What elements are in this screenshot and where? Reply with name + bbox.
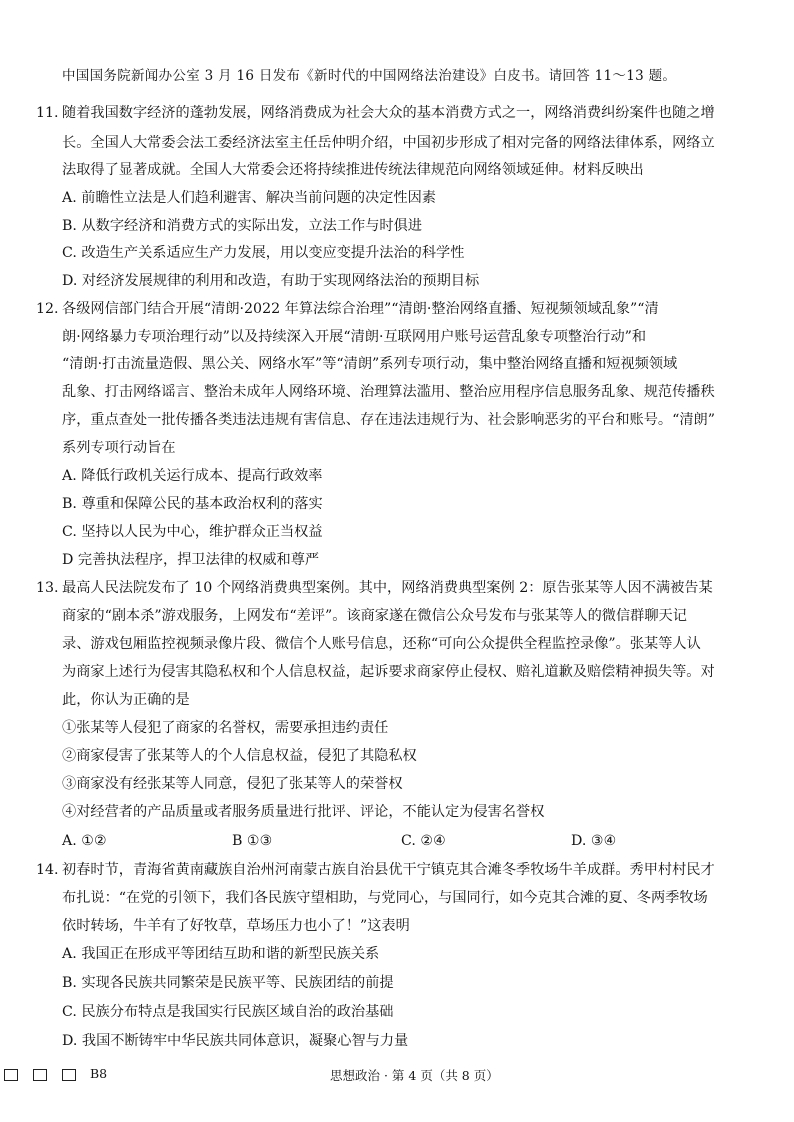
question-11-option-a: A. 前瞻性立法是人们趋利避害、解决当前问题的决定性因素 [62,190,436,206]
question-13-item-4: ④对经营者的产品质量或者服务质量进行批评、评论，不能认定为侵害名誉权 [62,804,545,820]
question-13-line-5: 此，你认为正确的是 [62,692,190,708]
question-13-choice-b: B ①③ [232,833,273,849]
footer-box-1 [4,1069,18,1081]
question-12-line-1: 12. 各级网信部门结合开展“清朗·2022 年算法综合治理”“清朗·整治网络直播、短视频领域乱象”“清 [36,301,659,317]
question-12-option-d: D 完善执法程序，捍卫法律的权威和尊严 [62,552,320,568]
question-11-line-1: 11. 随着我国数字经济的蓬勃发展，网络消费成为社会大众的基本消费方式之一，网络消费纠纷案件也随之增 [36,105,715,121]
question-11-option-b: B. 从数字经济和消费方式的实际出发，立法工作与时俱进 [62,218,422,234]
question-12-line-3: “清朗·打击流量造假、黑公关、网络水军”等“清朗”系列专项行动，集中整治网络直播和短视频领域 [62,356,678,372]
question-13-item-1: ①张某等人侵犯了商家的名誉权，需要承担违约责任 [62,720,389,736]
question-14-option-b: B. 实现各民族共同繁荣是民族平等、民族团结的前提 [62,975,394,991]
footer-box-2 [33,1069,47,1081]
question-13-item-3: ③商家没有经张某等人同意，侵犯了张某等人的荣誉权 [62,776,403,792]
question-12-number: 12. [36,301,59,317]
question-12-line-5: 序，重点查处一批传播各类违法违规有害信息、存在违法违规行为、社会影响恶劣的平台和账号。“清朗” [62,412,715,428]
question-14-option-c: C. 民族分布特点是我国实行民族区域自治的政治基础 [62,1004,394,1020]
question-13-line-1: 13. 最高人民法院发布了 10 个网络消费典型案例。其中，网络消费典型案例 2：原告张某等人因不满被告某 [36,580,713,596]
question-12-option-b: B. 尊重和保障公民的基本政治权利的落实 [62,496,323,512]
question-13-line-3: 录、游戏包厢监控视频录像片段、微信个人账号信息，还称“可向公众提供全程监控录像”。张某等人认 [62,636,701,652]
question-13-number: 13. [36,580,59,596]
question-13-choice-a: A. ①② [62,833,107,849]
footer-page-info: 思想政治 · 第 4 页（共 8 页） [330,1068,499,1083]
question-13-choice-d: D. ③④ [571,833,617,849]
question-12-option-c: C. 坚持以人民为中心，维护群众正当权益 [62,524,323,540]
question-13-line-2: 商家的“剧本杀”游戏服务，上网发布“差评”。该商家遂在微信公众号发布与张某等人的微信群聊天记 [62,608,687,624]
question-14-number: 14. [36,862,59,878]
question-12-line-6: 系列专项行动旨在 [62,440,176,456]
question-11-option-d: D. 对经济发展规律的利用和改造，有助于实现网络法治的预期目标 [62,273,480,289]
question-13-line-4: 为商家上述行为侵害其隐私权和个人信息权益，起诉要求商家停止侵权、赔礼道歉及赔偿精神损失等。对 [62,664,715,680]
question-14-line-3: 依时转场，牛羊有了好牧草，草场压力也小了！”这表明 [62,918,410,934]
question-13-choices [0,831,794,851]
question-13-item-2: ②商家侵害了张某等人的个人信息权益，侵犯了其隐私权 [62,748,417,764]
question-11-number: 11. [36,105,59,121]
question-11-line-3: 法取得了显著成就。全国人大常委会还将持续推进传统法律规范向网络领域延伸。材料反映出 [62,162,644,178]
section-intro: 中国国务院新闻办公室 3 月 16 日发布《新时代的中国网络法治建设》白皮书。请回答 11～13 题。 [62,68,677,84]
footer-exam-code: B8 [90,1066,108,1081]
question-13-choice-c: C. ②④ [401,833,446,849]
question-12-line-4: 乱象、打击网络谣言、整治未成年人网络环境、治理算法滥用、整治应用程序信息服务乱象、规范传播秩 [62,384,715,400]
question-14-line-2: 布扎说：“在党的引领下，我们各民族守望相助，与党同心，与国同行，如今克其合滩的夏、冬两季牧场 [62,890,708,906]
question-11-option-c: C. 改造生产关系适应生产力发展，用以变应变提升法治的科学性 [62,245,465,261]
question-14-option-d: D. 我国不断铸牢中华民族共同体意识，凝聚心智与力量 [62,1033,409,1049]
question-14-option-a: A. 我国正在形成平等团结互助和谐的新型民族关系 [62,946,380,962]
question-14-line-1: 14. 初春时节，青海省黄南藏族自治州河南蒙古族自治县优干宁镇克其合滩冬季牧场牛羊成群。秀甲村村民才 [36,862,715,878]
question-12-option-a: A. 降低行政机关运行成本、提高行政效率 [62,468,323,484]
footer-box-3 [62,1069,76,1081]
question-11-line-2: 长。全国人大常委会法工委经济法室主任岳仲明介绍，中国初步形成了相对完备的网络法律体系，网络立 [62,135,715,151]
question-12-line-2: 朗·网络暴力专项治理行动”以及持续深入开展“清朗·互联网用户账号运营乱象专项整治行动”和 [62,329,647,345]
